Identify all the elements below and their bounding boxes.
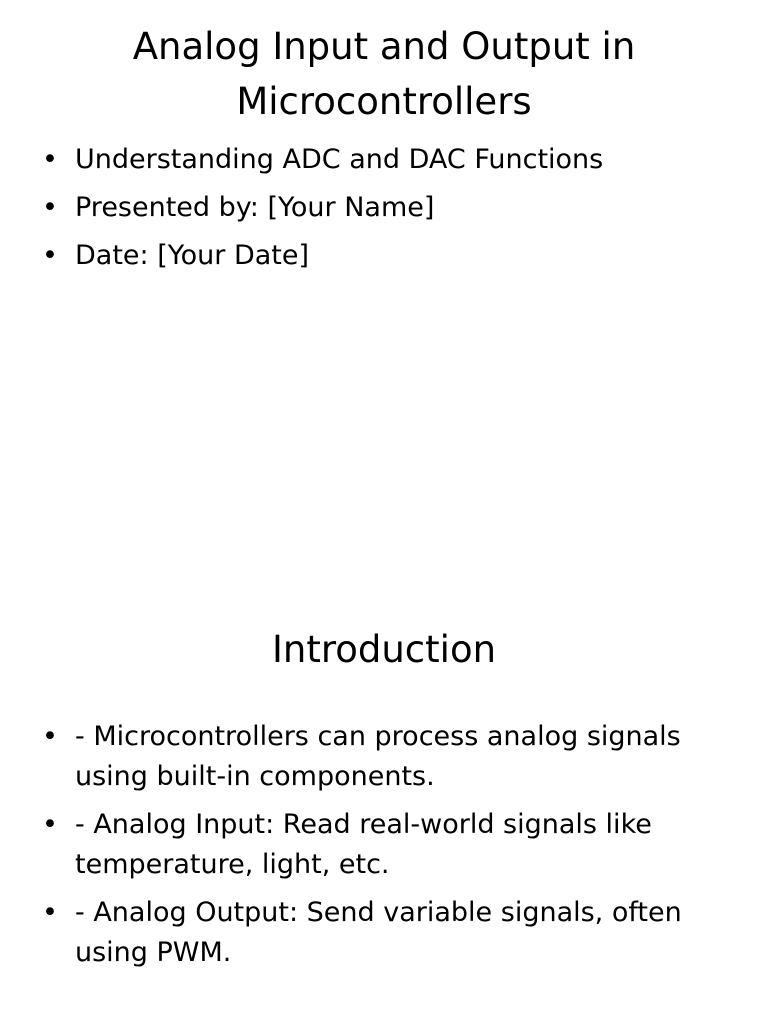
- bullet-text: Presented by: [Your Name]: [75, 192, 435, 223]
- slide-title-bullet-list: [40, 140, 720, 284]
- slide-introduction-bullet-list: [40, 717, 720, 981]
- bullet-item: [40, 188, 720, 228]
- bullet-item: [40, 140, 720, 180]
- bullet-text: Date: [Your Date]: [75, 240, 310, 271]
- slide-introduction-heading: Introduction: [271, 628, 497, 671]
- slide-introduction: [0, 512, 768, 1024]
- bullet-icon: •: [42, 192, 58, 223]
- bullet-text: Understanding ADC and DAC Functions: [75, 144, 604, 175]
- bullet-icon: •: [42, 721, 58, 752]
- bullet-text: - Analog Output: Send variable signals, often using PWM.: [75, 897, 682, 968]
- bullet-icon: •: [42, 809, 58, 840]
- bullet-icon: •: [42, 144, 58, 175]
- bullet-item: [40, 893, 720, 973]
- bullet-item: [40, 717, 720, 797]
- bullet-item: [40, 236, 720, 276]
- slide-title-heading: Analog Input and Output in Microcontrollers: [132, 25, 636, 123]
- bullet-icon: •: [42, 897, 58, 928]
- bullet-text: - Microcontrollers can process analog signals using built-in components.: [75, 721, 681, 792]
- bullet-text: - Analog Input: Read real-world signals like temperature, light, etc.: [75, 809, 652, 880]
- bullet-icon: •: [42, 240, 58, 271]
- bullet-item: [40, 805, 720, 885]
